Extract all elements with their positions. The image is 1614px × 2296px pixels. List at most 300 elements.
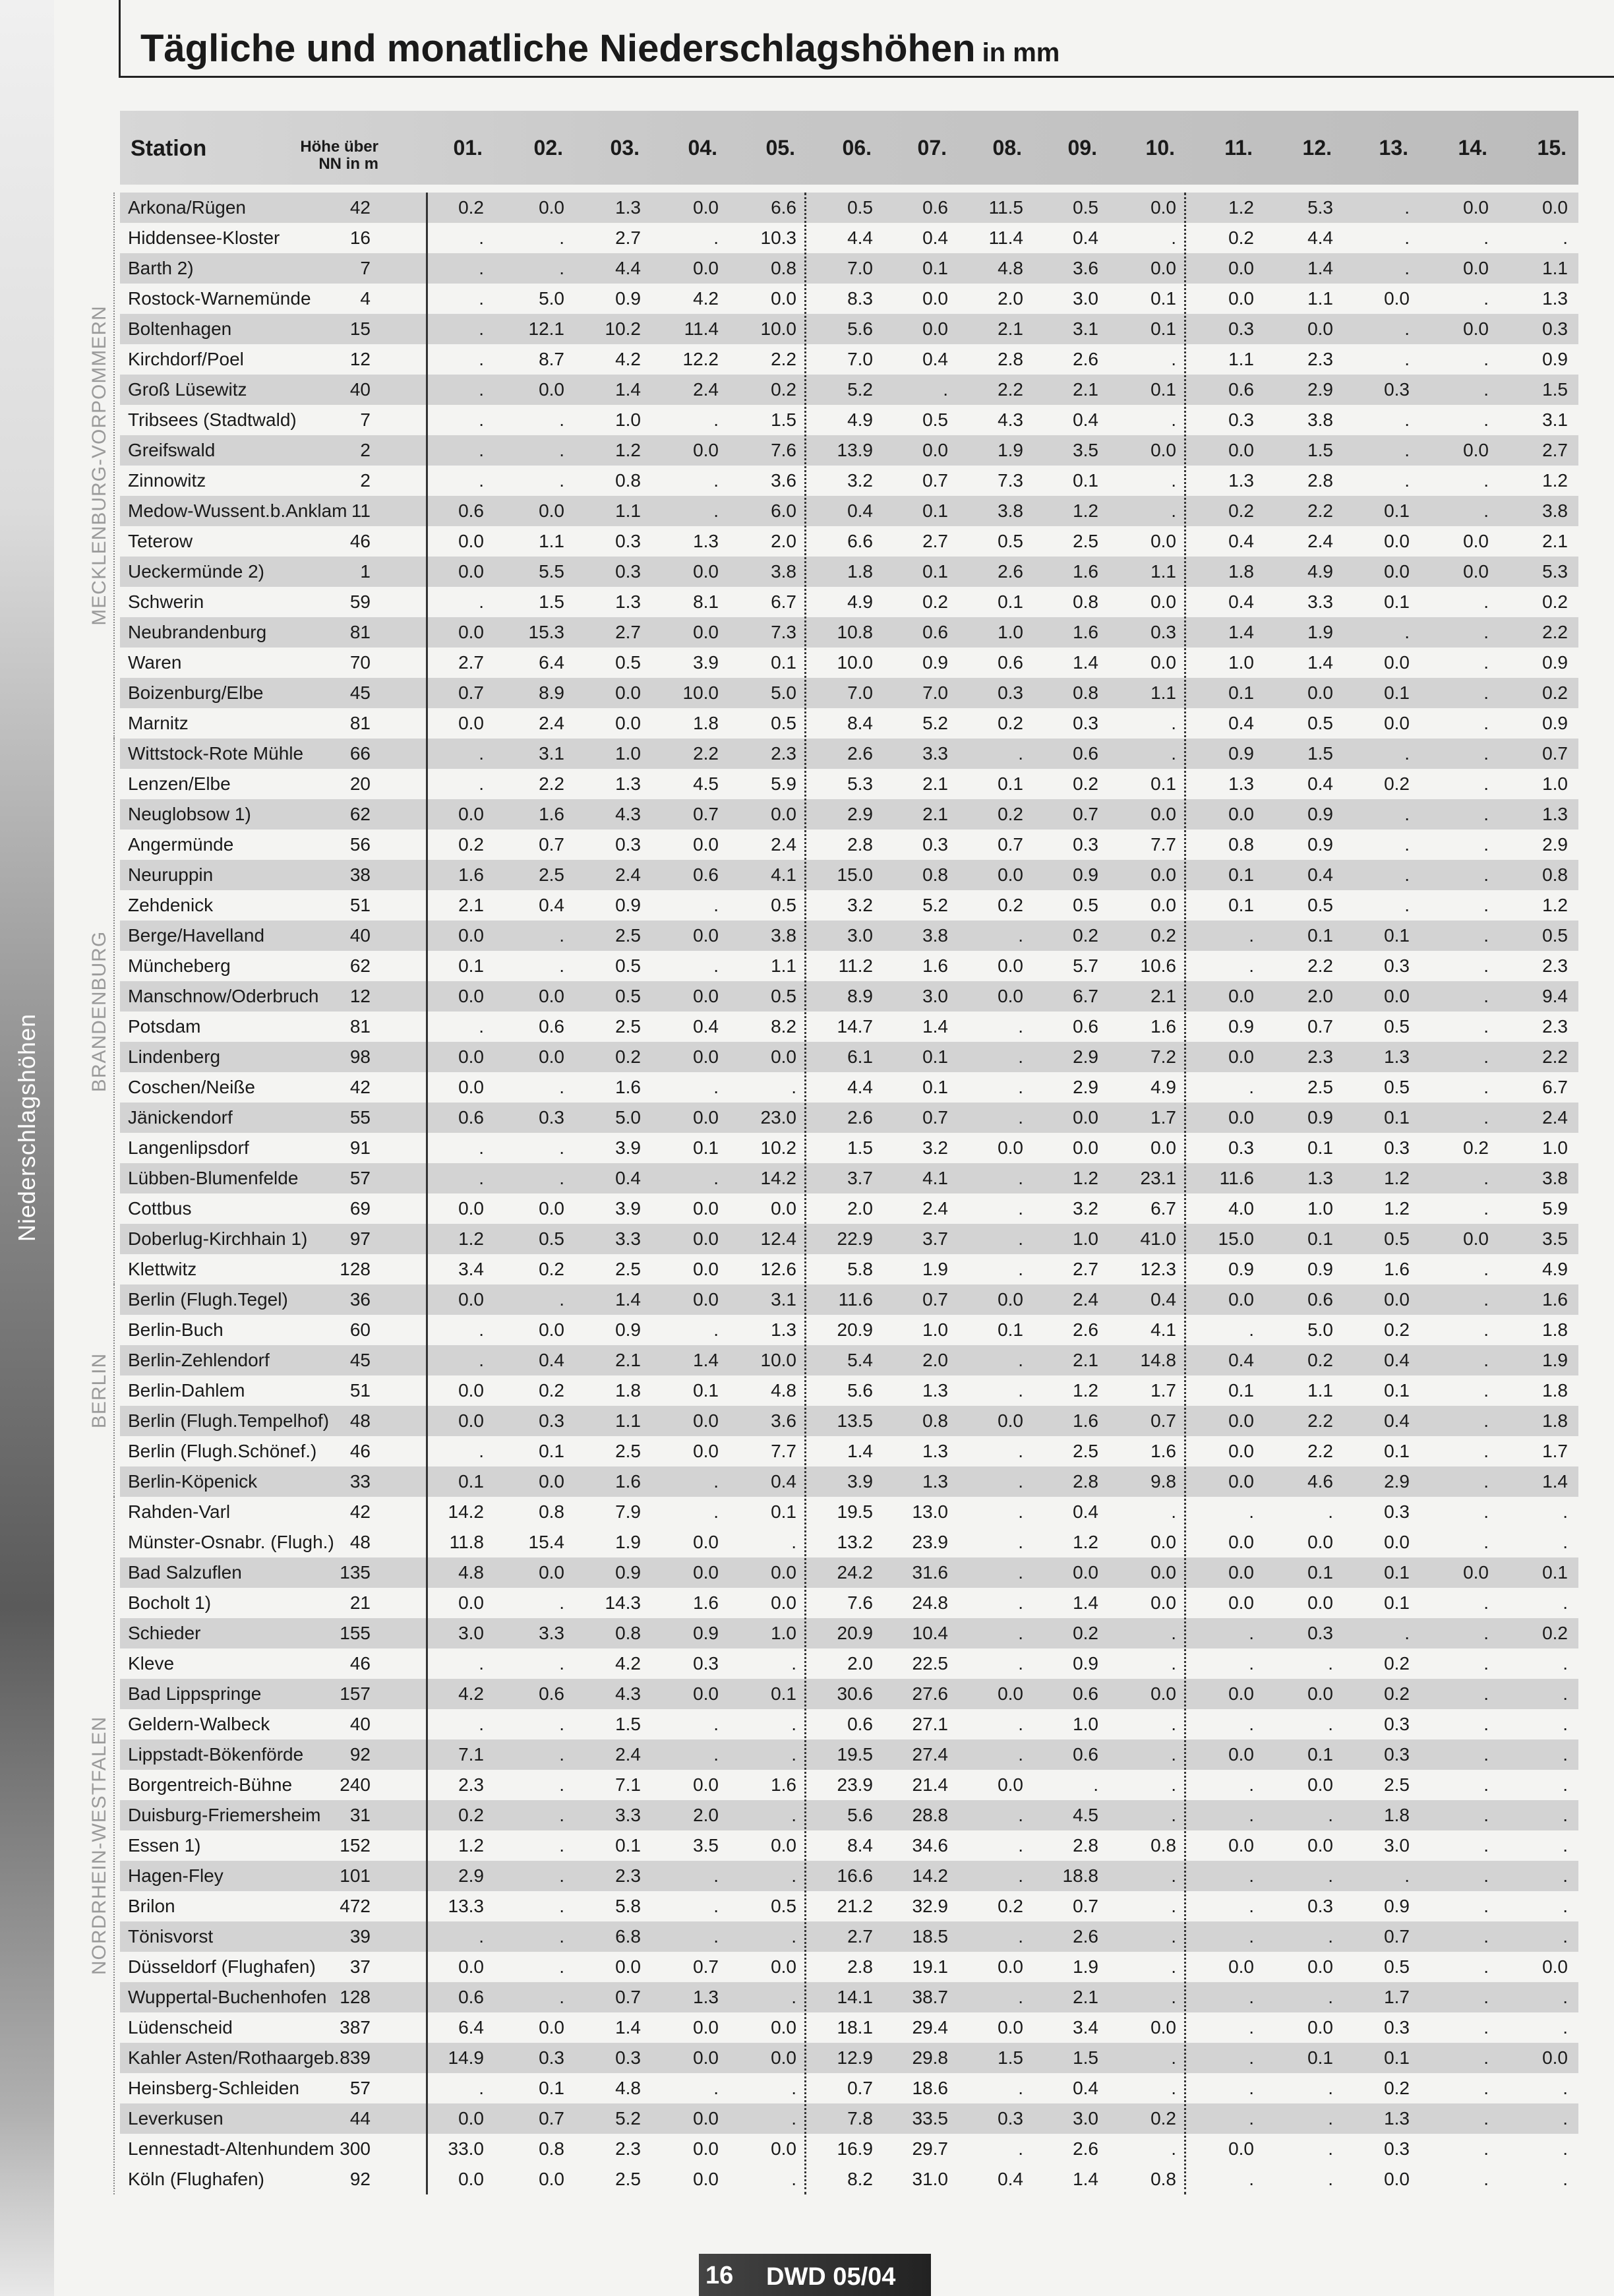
station-name: Cottbus bbox=[128, 1198, 192, 1219]
precip-value: 0.0 bbox=[693, 1259, 719, 1279]
station-name: Waren bbox=[128, 652, 182, 673]
precip-value: 0.5 bbox=[615, 986, 641, 1006]
precip-value: 8.7 bbox=[539, 349, 564, 369]
precip-value: 2.3 bbox=[1542, 955, 1568, 976]
station-name: Berlin-Buch bbox=[128, 1319, 224, 1340]
precip-value: 0.0 bbox=[539, 986, 564, 1006]
table-row bbox=[120, 375, 1578, 405]
precip-value: 0.2 bbox=[1384, 2078, 1410, 2098]
precip-value: 3.8 bbox=[1542, 1168, 1568, 1188]
station-hoehe: 21 bbox=[349, 1592, 371, 1613]
precip-value: 2.7 bbox=[615, 227, 641, 248]
precip-value: . bbox=[1328, 1501, 1333, 1522]
precip-value: . bbox=[713, 1471, 719, 1492]
precip-value: 0.0 bbox=[1307, 1592, 1333, 1613]
precip-value: . bbox=[1483, 2108, 1489, 2129]
station-hoehe: 57 bbox=[349, 2078, 371, 2098]
station-hoehe: 46 bbox=[349, 1653, 371, 1674]
table-row bbox=[120, 1466, 1578, 1497]
precip-value: 0.3 bbox=[539, 2047, 564, 2068]
precip-value: 0.5 bbox=[1307, 895, 1333, 915]
precip-value: 0.2 bbox=[998, 895, 1023, 915]
precip-value: 0.2 bbox=[1073, 925, 1098, 946]
precip-value: 2.7 bbox=[615, 622, 641, 642]
precip-value: . bbox=[1483, 2017, 1489, 2038]
station-name: Lüdenscheid bbox=[128, 2017, 233, 2038]
precip-value: 0.0 bbox=[1384, 713, 1410, 733]
precip-value: . bbox=[1171, 1987, 1176, 2007]
precip-value: 3.6 bbox=[1073, 258, 1098, 278]
station-hoehe: 128 bbox=[340, 1259, 371, 1279]
precip-value: 1.4 bbox=[1542, 1471, 1568, 1492]
precip-value: 2.1 bbox=[1542, 531, 1568, 551]
precip-value: 15.0 bbox=[1218, 1228, 1254, 1249]
precip-value: 0.1 bbox=[1384, 2047, 1410, 2068]
column-separator bbox=[426, 193, 428, 2194]
station-hoehe: 59 bbox=[349, 591, 371, 612]
precip-value: 0.1 bbox=[1151, 379, 1176, 400]
precip-value: 0.0 bbox=[539, 2169, 564, 2189]
precip-value: 1.9 bbox=[1307, 622, 1333, 642]
table-row bbox=[120, 1133, 1578, 1163]
precip-value: . bbox=[1563, 2078, 1568, 2098]
precip-value: 1.6 bbox=[539, 804, 564, 824]
precip-value: . bbox=[1171, 1865, 1176, 1886]
precip-value: 3.5 bbox=[693, 1835, 719, 1856]
precip-value: . bbox=[1018, 1562, 1023, 1583]
precip-value: 0.1 bbox=[1307, 925, 1333, 946]
precip-value: 0.0 bbox=[458, 713, 484, 733]
precip-value: 0.7 bbox=[847, 2078, 873, 2098]
station-name: Lübben-Blumenfelde bbox=[128, 1168, 299, 1188]
precip-value: 2.1 bbox=[1073, 1350, 1098, 1370]
table-row bbox=[120, 1375, 1578, 1406]
precip-value: 3.9 bbox=[693, 652, 719, 673]
precip-value: 1.0 bbox=[1228, 652, 1254, 673]
precip-value: 0.9 bbox=[615, 895, 641, 915]
station-name: Neuruppin bbox=[128, 864, 214, 885]
precip-value: . bbox=[791, 1744, 796, 1765]
precip-value: 0.5 bbox=[1307, 713, 1333, 733]
station-hoehe: 81 bbox=[349, 622, 371, 642]
precip-value: 10.0 bbox=[837, 652, 873, 673]
precip-value: 2.9 bbox=[1073, 1077, 1098, 1097]
precip-value: . bbox=[1404, 834, 1410, 855]
station-hoehe: 300 bbox=[340, 2138, 371, 2159]
precip-value: . bbox=[1483, 500, 1489, 521]
precip-value: 10.8 bbox=[837, 622, 873, 642]
sidebar-label: Niederschlagshöhen bbox=[13, 1013, 40, 1242]
precip-value: 2.5 bbox=[1073, 531, 1098, 551]
precip-value: 4.1 bbox=[922, 1168, 948, 1188]
precip-value: . bbox=[1018, 2078, 1023, 2098]
precip-value: . bbox=[559, 1077, 564, 1097]
precip-value: . bbox=[1483, 1805, 1489, 1825]
precip-value: 0.9 bbox=[1384, 1896, 1410, 1916]
day-header: 10. bbox=[1145, 136, 1175, 160]
precip-value: 6.0 bbox=[771, 500, 796, 521]
state-label-block bbox=[84, 1497, 115, 2194]
precip-value: 11.6 bbox=[1219, 1168, 1254, 1188]
station-name: Geldern-Walbeck bbox=[128, 1714, 270, 1734]
table-row bbox=[120, 1497, 1578, 1527]
station-hoehe: 12 bbox=[349, 349, 371, 369]
precip-value: 5.3 bbox=[1542, 561, 1568, 582]
precip-value: 7.0 bbox=[922, 682, 948, 703]
precip-value: 4.1 bbox=[1151, 1319, 1176, 1340]
precip-value: 0.0 bbox=[1307, 1683, 1333, 1704]
precip-value: . bbox=[559, 925, 564, 946]
precip-value: 0.5 bbox=[771, 713, 796, 733]
day-header: 02. bbox=[533, 136, 563, 160]
station-name: Rahden-Varl bbox=[128, 1501, 231, 1522]
precip-value: 0.3 bbox=[1073, 713, 1098, 733]
precip-value: 0.1 bbox=[1228, 864, 1254, 885]
precip-value: 0.0 bbox=[771, 1562, 796, 1583]
precip-value: . bbox=[1249, 1501, 1254, 1522]
table-row bbox=[120, 405, 1578, 435]
precip-value: 23.9 bbox=[912, 1532, 948, 1552]
station-hoehe: 152 bbox=[340, 1835, 371, 1856]
precip-value: . bbox=[479, 1441, 484, 1461]
station-name: Arkona/Rügen bbox=[128, 197, 247, 218]
precip-value: . bbox=[559, 1137, 564, 1158]
station-hoehe: 46 bbox=[349, 531, 371, 551]
precip-value: . bbox=[559, 1865, 564, 1886]
precip-value: 1.8 bbox=[1384, 1805, 1410, 1825]
precip-value: . bbox=[559, 1987, 564, 2007]
table-row bbox=[120, 557, 1578, 587]
precip-value: . bbox=[1171, 1653, 1176, 1674]
precip-value: 1.1 bbox=[615, 1410, 641, 1431]
precip-value: . bbox=[1328, 1714, 1333, 1734]
precip-value: 1.2 bbox=[458, 1835, 484, 1856]
precip-value: 0.6 bbox=[458, 500, 484, 521]
precip-value: . bbox=[1563, 2169, 1568, 2189]
precip-value: . bbox=[479, 2078, 484, 2098]
precip-value: 0.4 bbox=[1073, 409, 1098, 430]
precip-value: . bbox=[1404, 622, 1410, 642]
station-hoehe: 91 bbox=[349, 1137, 371, 1158]
precip-value: 3.1 bbox=[539, 743, 564, 764]
station-hoehe: 15 bbox=[349, 318, 371, 339]
table-row bbox=[120, 2103, 1578, 2134]
precip-value: 0.3 bbox=[1384, 379, 1410, 400]
station-name: Lindenberg bbox=[128, 1046, 221, 1067]
precip-value: 0.0 bbox=[998, 955, 1023, 976]
precip-value: 1.0 bbox=[1307, 1198, 1333, 1219]
table-row bbox=[120, 1224, 1578, 1254]
precip-value: 0.0 bbox=[771, 1835, 796, 1856]
precip-value: 3.3 bbox=[1307, 591, 1333, 612]
station-hoehe: 44 bbox=[349, 2108, 371, 2129]
table-row bbox=[120, 1345, 1578, 1375]
precip-value: 0.0 bbox=[539, 1562, 564, 1583]
precip-value: 0.0 bbox=[1384, 561, 1410, 582]
precip-value: 2.0 bbox=[847, 1653, 873, 1674]
precip-value: 1.2 bbox=[1228, 197, 1254, 218]
precip-value: 14.1 bbox=[837, 1987, 873, 2007]
precip-value: 1.6 bbox=[693, 1592, 719, 1613]
precip-value: 0.7 bbox=[693, 804, 719, 824]
precip-value: 1.6 bbox=[771, 1774, 796, 1795]
precip-value: . bbox=[1171, 1623, 1176, 1643]
precip-value: 0.1 bbox=[771, 652, 796, 673]
station-name: Neuglobsow 1) bbox=[128, 804, 251, 824]
precip-value: 0.0 bbox=[458, 1077, 484, 1097]
station-name: Ueckermünde 2) bbox=[128, 561, 264, 582]
precip-value: . bbox=[1483, 773, 1489, 794]
station-hoehe: 7 bbox=[360, 258, 371, 278]
precip-value: . bbox=[479, 1319, 484, 1340]
precip-value: 0.0 bbox=[693, 1107, 719, 1128]
precip-value: 0.8 bbox=[922, 1410, 948, 1431]
precip-value: 4.4 bbox=[847, 1077, 873, 1097]
precip-value: 1.0 bbox=[615, 409, 641, 430]
precip-value: 0.0 bbox=[1307, 318, 1333, 339]
precip-value: 2.7 bbox=[1073, 1259, 1098, 1279]
precip-value: . bbox=[1483, 1077, 1489, 1097]
precip-value: . bbox=[1171, 470, 1176, 491]
precip-value: . bbox=[1249, 1714, 1254, 1734]
precip-value: 0.1 bbox=[771, 1683, 796, 1704]
precip-value: 2.0 bbox=[922, 1350, 948, 1370]
precip-value: 0.4 bbox=[1228, 1350, 1254, 1370]
precip-value: 2.0 bbox=[998, 288, 1023, 309]
precip-value: 0.0 bbox=[693, 1046, 719, 1067]
precip-value: 0.2 bbox=[1228, 500, 1254, 521]
precip-value: 0.0 bbox=[1228, 1956, 1254, 1977]
precip-value: 0.0 bbox=[1228, 258, 1254, 278]
station-name: Manschnow/Oderbruch bbox=[128, 986, 319, 1006]
precip-value: 3.8 bbox=[922, 925, 948, 946]
precip-value: 0.0 bbox=[1073, 1107, 1098, 1128]
station-name: Coschen/Neiße bbox=[128, 1077, 255, 1097]
precip-value: 5.6 bbox=[847, 1805, 873, 1825]
precip-value: 1.1 bbox=[771, 955, 796, 976]
precip-value: 0.4 bbox=[998, 2169, 1023, 2189]
station-name: Zinnowitz bbox=[128, 470, 206, 491]
precip-value: 1.5 bbox=[615, 1714, 641, 1734]
precip-value: 1.5 bbox=[1307, 743, 1333, 764]
precip-value: . bbox=[479, 349, 484, 369]
precip-value: 10.0 bbox=[760, 1350, 796, 1370]
precip-value: 10.6 bbox=[1140, 955, 1176, 976]
precip-value: 0.3 bbox=[615, 531, 641, 551]
station-hoehe: 20 bbox=[349, 773, 371, 794]
precip-value: . bbox=[1249, 1865, 1254, 1886]
precip-value: 2.8 bbox=[847, 834, 873, 855]
precip-value: 4.4 bbox=[1307, 227, 1333, 248]
table-row bbox=[120, 284, 1578, 314]
precip-value: 0.3 bbox=[615, 2047, 641, 2068]
precip-value: 0.0 bbox=[539, 1046, 564, 1067]
precip-value: . bbox=[1483, 349, 1489, 369]
precip-value: 13.9 bbox=[837, 440, 873, 460]
precip-value: 8.2 bbox=[771, 1016, 796, 1037]
station-name: Bad Lippspringe bbox=[128, 1683, 262, 1704]
precip-value: 0.0 bbox=[1463, 1562, 1489, 1583]
precip-value: 2.3 bbox=[1307, 349, 1333, 369]
precip-value: 38.7 bbox=[912, 1987, 948, 2007]
precip-value: 7.1 bbox=[615, 1774, 641, 1795]
precip-value: 29.4 bbox=[912, 2017, 948, 2038]
precip-value: 0.0 bbox=[693, 1441, 719, 1461]
precip-value: . bbox=[791, 1987, 796, 2007]
precip-value: 1.4 bbox=[847, 1441, 873, 1461]
precip-value: 0.4 bbox=[1384, 1350, 1410, 1370]
precip-value: 2.1 bbox=[922, 773, 948, 794]
precip-value: 0.0 bbox=[539, 1198, 564, 1219]
precip-value: . bbox=[943, 379, 948, 400]
table-row bbox=[120, 981, 1578, 1012]
precip-value: 0.0 bbox=[1384, 1532, 1410, 1552]
station-name: Berlin (Flugh.Tegel) bbox=[128, 1289, 288, 1310]
precip-value: 0.0 bbox=[1151, 531, 1176, 551]
precip-value: . bbox=[713, 1926, 719, 1947]
precip-value: 0.0 bbox=[1463, 440, 1489, 460]
station-hoehe: 39 bbox=[349, 1926, 371, 1947]
precip-value: 0.7 bbox=[539, 834, 564, 855]
station-name: Wittstock-Rote Mühle bbox=[128, 743, 304, 764]
precip-value: 5.7 bbox=[1073, 955, 1098, 976]
precip-value: 2.7 bbox=[847, 1926, 873, 1947]
precip-value: 0.0 bbox=[1228, 1046, 1254, 1067]
precip-value: 2.4 bbox=[922, 1198, 948, 1219]
precip-value: 0.1 bbox=[1073, 470, 1098, 491]
precip-value: 0.2 bbox=[1384, 773, 1410, 794]
precip-value: 1.1 bbox=[539, 531, 564, 551]
precip-value: 1.4 bbox=[1073, 1592, 1098, 1613]
precip-value: 0.5 bbox=[615, 652, 641, 673]
table-row bbox=[120, 1891, 1578, 1921]
precip-value: 8.4 bbox=[847, 713, 873, 733]
precip-value: . bbox=[1328, 1926, 1333, 1947]
precip-value: 14.2 bbox=[448, 1501, 484, 1522]
precip-value: 0.1 bbox=[771, 1501, 796, 1522]
precip-value: 0.0 bbox=[693, 1532, 719, 1552]
precip-value: . bbox=[1249, 1653, 1254, 1674]
precip-value: 0.0 bbox=[1151, 258, 1176, 278]
precip-value: 0.4 bbox=[1228, 591, 1254, 612]
precip-value: . bbox=[1483, 1956, 1489, 1977]
precip-value: 3.4 bbox=[458, 1259, 484, 1279]
precip-value: . bbox=[791, 1805, 796, 1825]
precip-value: . bbox=[1171, 713, 1176, 733]
precip-value: 3.0 bbox=[458, 1623, 484, 1643]
precip-value: 0.7 bbox=[922, 470, 948, 491]
precip-value: 0.7 bbox=[615, 1987, 641, 2007]
precip-value: 2.3 bbox=[1542, 1016, 1568, 1037]
precip-value: 0.0 bbox=[1151, 895, 1176, 915]
precip-value: 0.1 bbox=[998, 591, 1023, 612]
precip-value: 6.1 bbox=[847, 1046, 873, 1067]
precip-value: 0.0 bbox=[998, 1774, 1023, 1795]
precip-value: 3.6 bbox=[771, 470, 796, 491]
station-hoehe: 42 bbox=[349, 197, 371, 218]
precip-value: 2.4 bbox=[1307, 531, 1333, 551]
precip-value: 1.6 bbox=[615, 1471, 641, 1492]
table-row bbox=[120, 2043, 1578, 2073]
precip-value: . bbox=[559, 409, 564, 430]
precip-value: 14.2 bbox=[912, 1865, 948, 1886]
precip-value: 0.0 bbox=[771, 804, 796, 824]
precip-value: 7.0 bbox=[847, 258, 873, 278]
precip-value: . bbox=[1483, 1107, 1489, 1128]
precip-value: 1.0 bbox=[922, 1319, 948, 1340]
page-number: 16 bbox=[705, 2262, 734, 2289]
precip-value: 0.0 bbox=[1307, 2017, 1333, 2038]
precip-value: 1.8 bbox=[1228, 561, 1254, 582]
precip-value: 0.0 bbox=[771, 1592, 796, 1613]
precip-value: 7.9 bbox=[615, 1501, 641, 1522]
precip-value: 1.3 bbox=[922, 1471, 948, 1492]
precip-value: . bbox=[479, 258, 484, 278]
precip-value: 1.7 bbox=[1151, 1107, 1176, 1128]
precip-value: 0.0 bbox=[693, 1410, 719, 1431]
precip-value: . bbox=[1249, 925, 1254, 946]
precip-value: 0.1 bbox=[922, 561, 948, 582]
precip-value: 1.6 bbox=[1151, 1016, 1176, 1037]
precip-value: 4.3 bbox=[615, 1683, 641, 1704]
precip-value: 0.4 bbox=[1151, 1289, 1176, 1310]
precip-value: 13.0 bbox=[912, 1501, 948, 1522]
precip-value: 0.4 bbox=[1384, 1410, 1410, 1431]
precip-value: 1.6 bbox=[1073, 561, 1098, 582]
station-hoehe: 46 bbox=[349, 1441, 371, 1461]
station-hoehe: 40 bbox=[349, 379, 371, 400]
precip-value: 18.6 bbox=[912, 2078, 948, 2098]
precip-value: 1.6 bbox=[922, 955, 948, 976]
precip-value: . bbox=[559, 1805, 564, 1825]
precip-value: . bbox=[1171, 2078, 1176, 2098]
precip-value: 5.8 bbox=[847, 1259, 873, 1279]
precip-value: 0.9 bbox=[1542, 349, 1568, 369]
precip-value: . bbox=[1483, 1380, 1489, 1401]
precip-value: . bbox=[479, 440, 484, 460]
precip-value: 0.0 bbox=[771, 2017, 796, 2038]
precip-value: 0.2 bbox=[1542, 591, 1568, 612]
precip-value: 3.0 bbox=[1384, 1835, 1410, 1856]
precip-value: 9.8 bbox=[1151, 1471, 1176, 1492]
precip-value: 0.0 bbox=[458, 1046, 484, 1067]
table-row bbox=[120, 708, 1578, 739]
precip-value: 1.3 bbox=[693, 531, 719, 551]
station-name: Doberlug-Kirchhain 1) bbox=[128, 1228, 308, 1249]
precip-value: . bbox=[1563, 1896, 1568, 1916]
precip-value: 0.5 bbox=[615, 955, 641, 976]
precip-value: 0.0 bbox=[458, 1380, 484, 1401]
precip-value: . bbox=[1171, 1774, 1176, 1795]
precip-value: . bbox=[1249, 1987, 1254, 2007]
table-row bbox=[120, 1952, 1578, 1982]
precip-value: 2.9 bbox=[1542, 834, 1568, 855]
precip-value: 6.4 bbox=[458, 2017, 484, 2038]
precip-value: . bbox=[1483, 1168, 1489, 1188]
precip-value: 2.6 bbox=[1073, 1319, 1098, 1340]
precip-value: . bbox=[1483, 895, 1489, 915]
precip-value: 0.8 bbox=[1073, 591, 1098, 612]
precip-value: 0.2 bbox=[1384, 1319, 1410, 1340]
precip-value: 1.1 bbox=[1151, 561, 1176, 582]
day-header: 07. bbox=[917, 136, 947, 160]
precip-value: 2.5 bbox=[1307, 1077, 1333, 1097]
precip-value: . bbox=[1563, 1835, 1568, 1856]
precip-value: 0.0 bbox=[1151, 197, 1176, 218]
precip-value: 0.2 bbox=[1384, 1683, 1410, 1704]
station-name: Leverkusen bbox=[128, 2108, 224, 2129]
precip-value: 0.4 bbox=[771, 1471, 796, 1492]
